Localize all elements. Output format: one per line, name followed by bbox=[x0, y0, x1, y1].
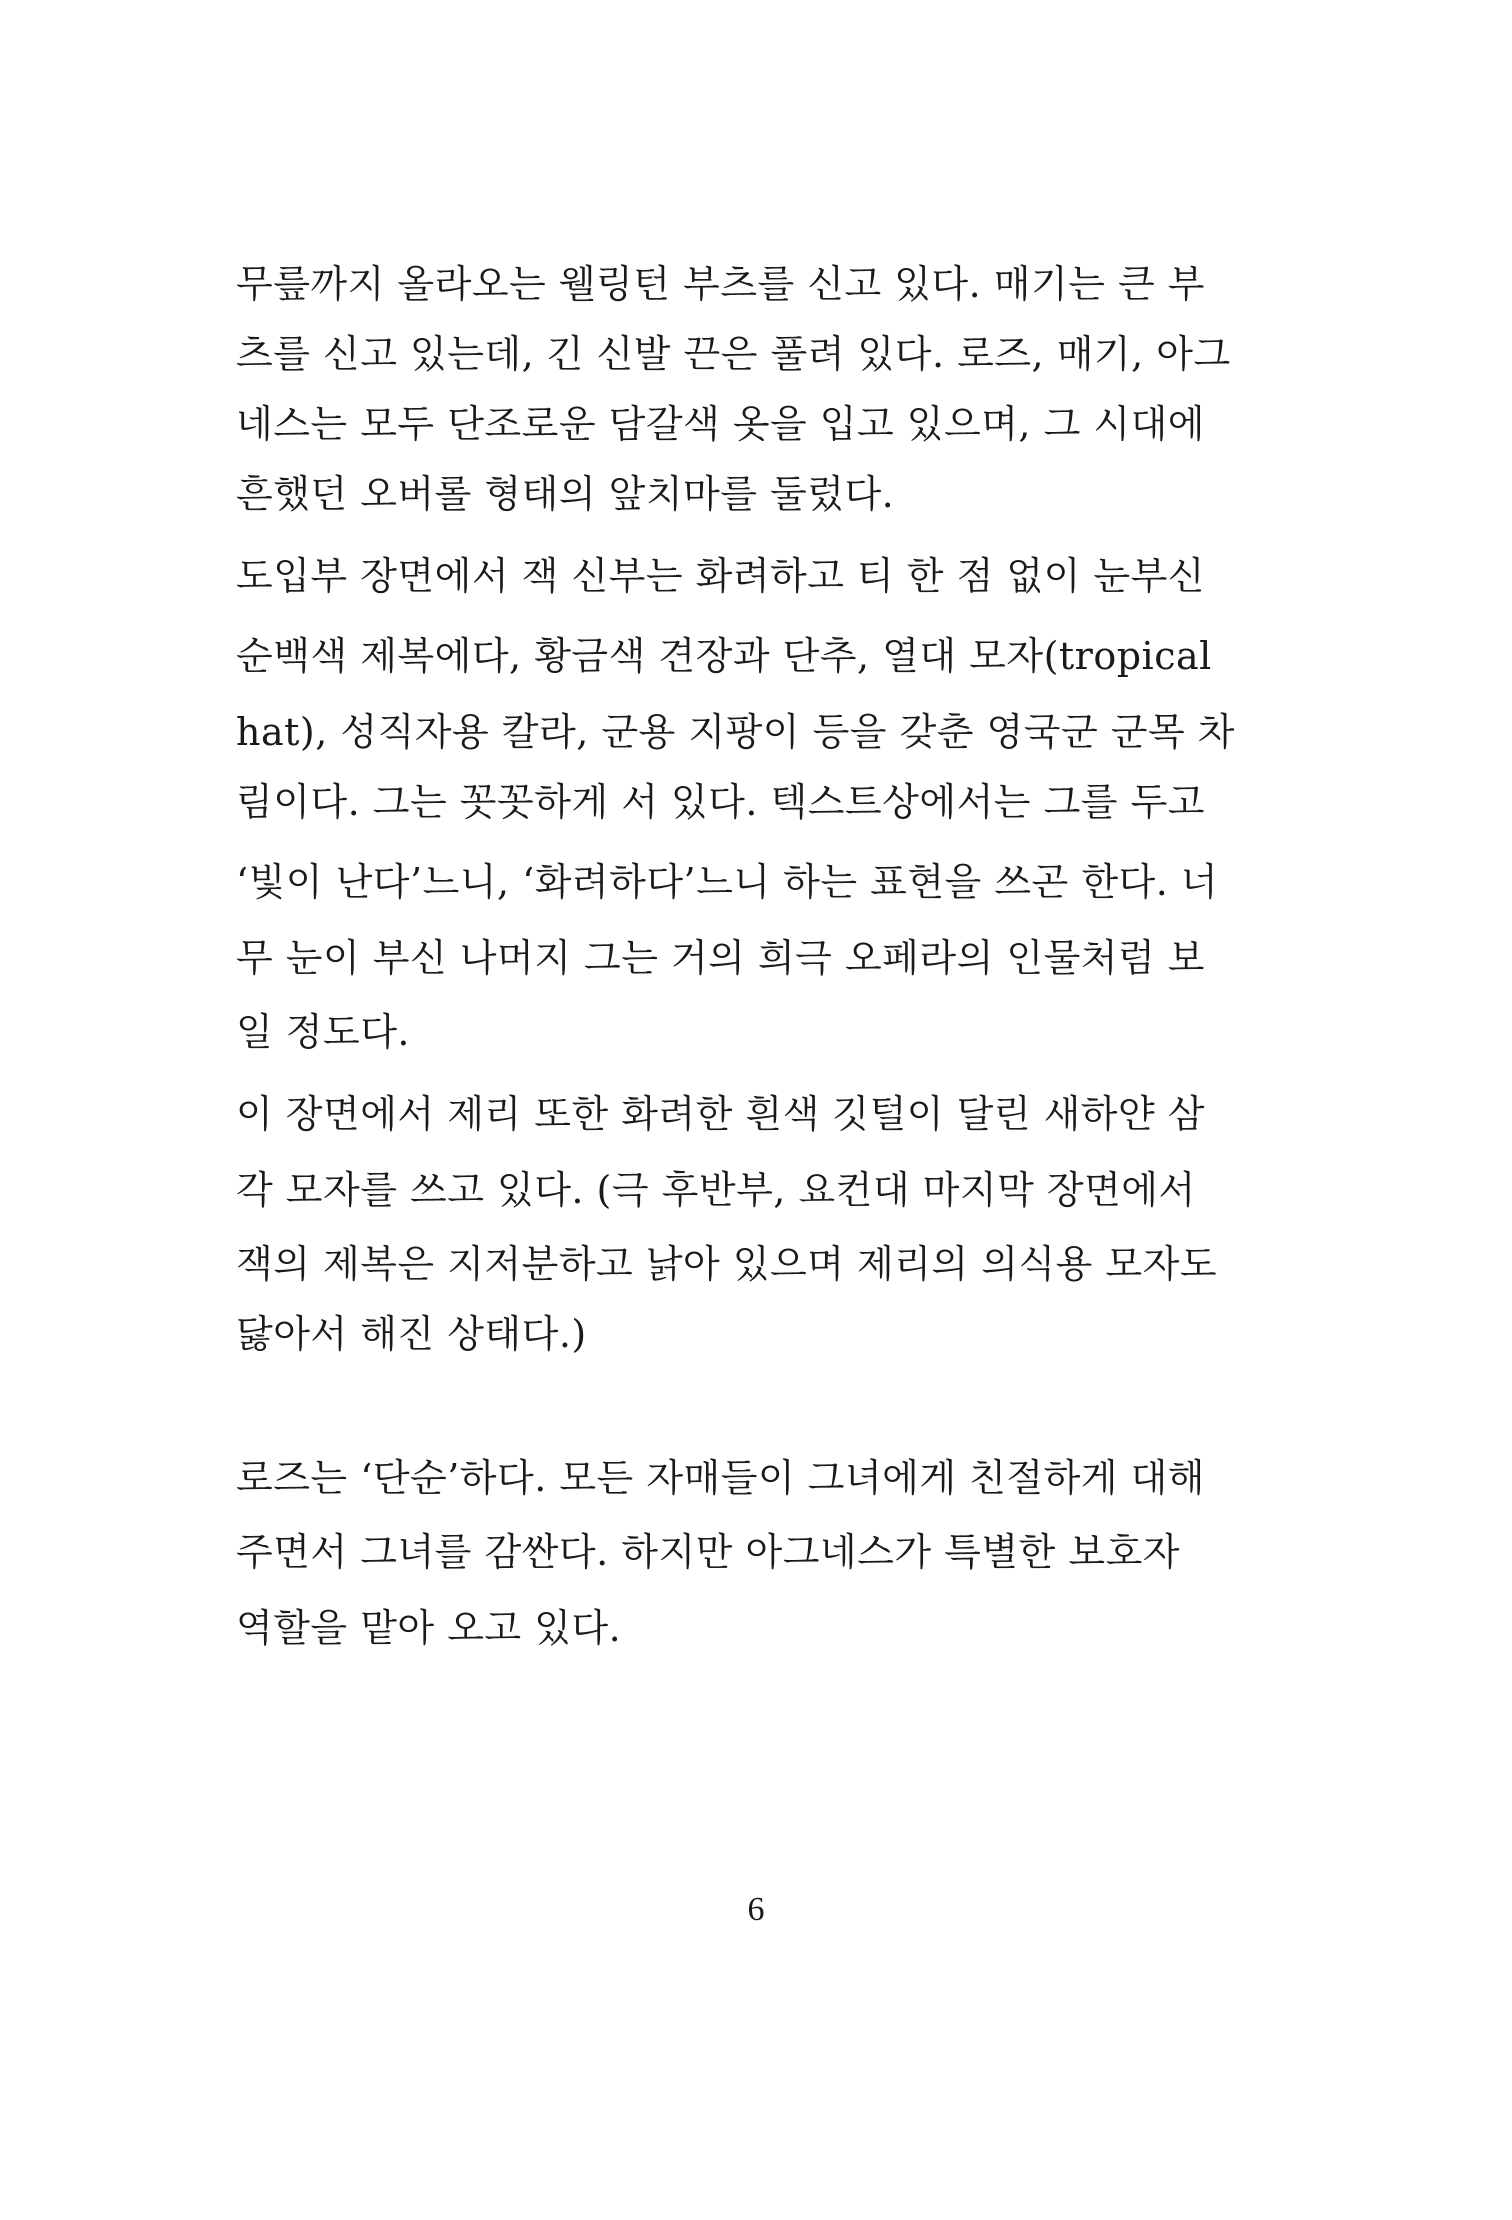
text-line: 잭의 제복은 지저분하고 낡아 있으며 제리의 의식용 모자도 bbox=[236, 1242, 1218, 1286]
text-line: 흔했던 오버롤 형태의 앞치마를 둘렀다. bbox=[236, 472, 895, 516]
text-line: 닳아서 해진 상태다.) bbox=[236, 1312, 587, 1356]
text-line: 각 모자를 쓰고 있다. (극 후반부, 요컨대 마지막 장면에서 bbox=[236, 1168, 1196, 1212]
text-line: 츠를 신고 있는데, 긴 신발 끈은 풀려 있다. 로즈, 매기, 아그 bbox=[236, 332, 1231, 376]
text-line: 역할을 맡아 오고 있다. bbox=[236, 1606, 622, 1650]
text-line: hat), 성직자용 칼라, 군용 지팡이 등을 갖춘 영국군 군목 차 bbox=[236, 710, 1235, 754]
text-line: 로즈는 ‘단순’하다. 모든 자매들이 그녀에게 친절하게 대해 bbox=[236, 1456, 1205, 1500]
text-line: 무릎까지 올라오는 웰링턴 부츠를 신고 있다. 매기는 큰 부 bbox=[236, 262, 1205, 306]
text-line: 네스는 모두 단조로운 담갈색 옷을 입고 있으며, 그 시대에 bbox=[236, 402, 1205, 446]
text-line: 순백색 제복에다, 황금색 견장과 단추, 열대 모자(tropical bbox=[236, 634, 1212, 678]
text-line: 주면서 그녀를 감싼다. 하지만 아그네스가 특별한 보호자 bbox=[236, 1530, 1180, 1574]
text-line: 이 장면에서 제리 또한 화려한 흰색 깃털이 달린 새하얀 삼 bbox=[236, 1092, 1205, 1136]
text-line: 무 눈이 부신 나머지 그는 거의 희극 오페라의 인물처럼 보 bbox=[236, 936, 1205, 980]
text-line: 도입부 장면에서 잭 신부는 화려하고 티 한 점 없이 눈부신 bbox=[236, 554, 1205, 598]
text-line: ‘빛이 난다’느니, ‘화려하다’느니 하는 표현을 쓰곤 한다. 너 bbox=[236, 860, 1219, 904]
page-number: 6 bbox=[747, 1891, 765, 1928]
text-line: 림이다. 그는 꼿꼿하게 서 있다. 텍스트상에서는 그를 두고 bbox=[236, 780, 1205, 824]
text-line: 일 정도다. bbox=[236, 1010, 410, 1054]
